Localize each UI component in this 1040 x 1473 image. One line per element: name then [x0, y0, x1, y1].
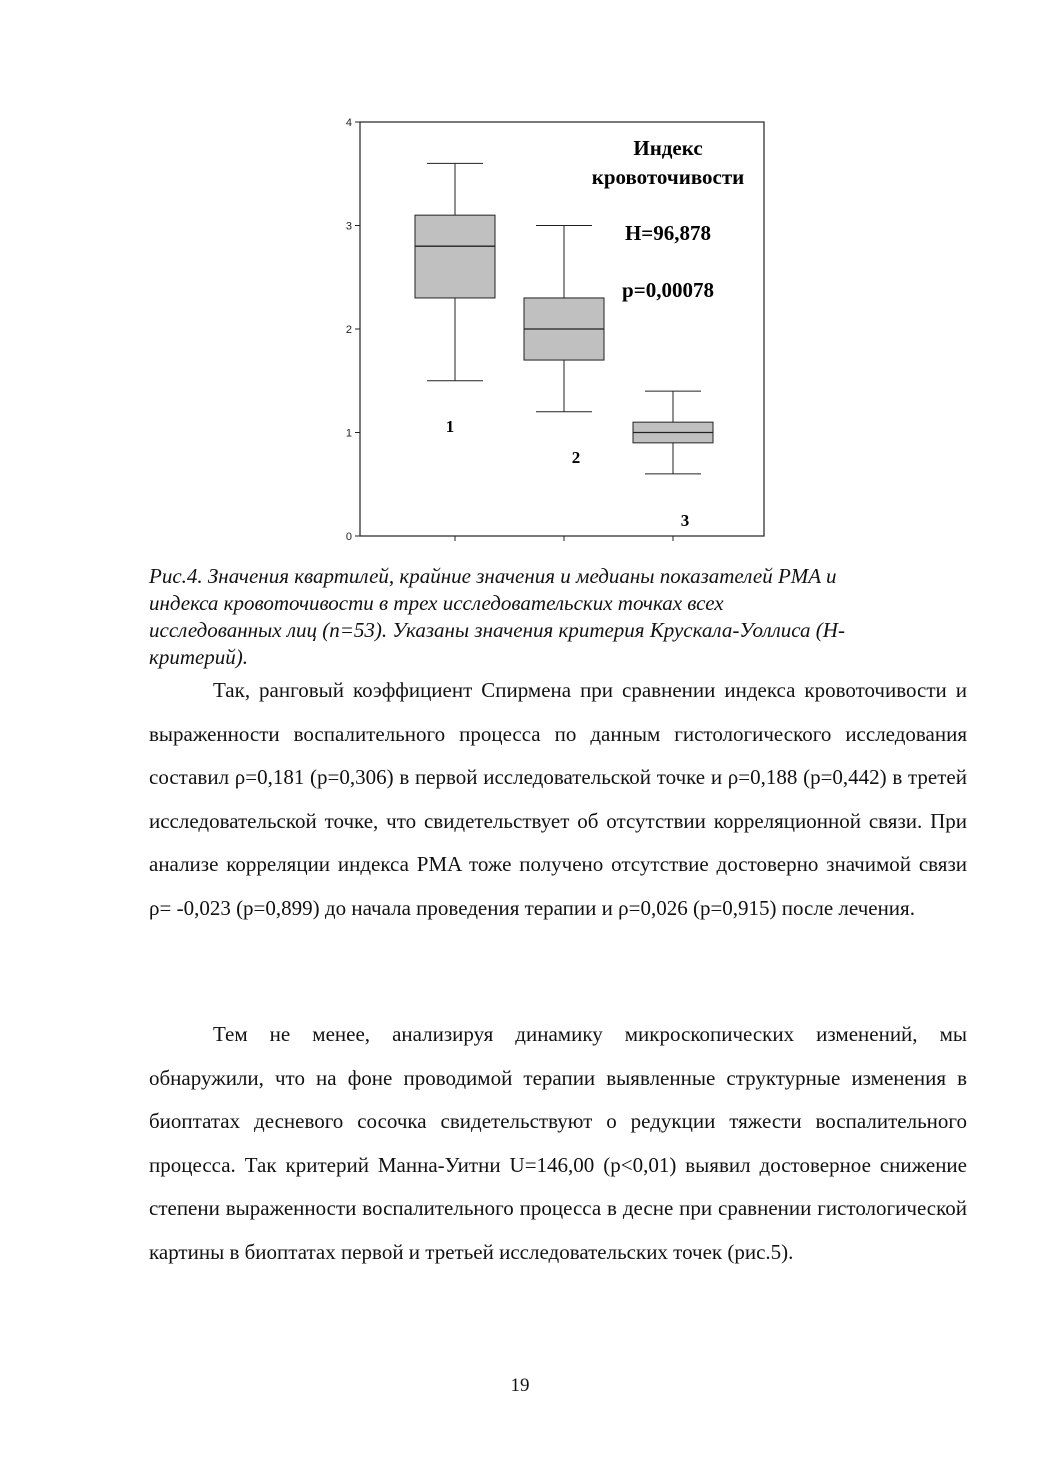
category-label: 3: [680, 511, 690, 530]
annotation-title-line1: Индекс: [633, 136, 703, 160]
page-number: 19: [510, 1375, 530, 1396]
annotation-h-stat: H=96,878: [624, 221, 712, 245]
annotation-title-line2: кровоточивости: [591, 165, 745, 189]
caption-line: исследованных лиц (n=53). Указаны значения критерия Крускала-Уоллиса (H-: [149, 618, 845, 642]
caption-line: критерий).: [149, 645, 249, 669]
box-1: [415, 215, 495, 298]
y-tick-label: 4: [345, 117, 352, 129]
boxes-group: [415, 163, 713, 474]
category-label: 1: [445, 417, 455, 436]
y-tick-label: 1: [345, 427, 352, 440]
y-tick-label: 2: [345, 324, 352, 336]
caption-line: индекса кровоточивости в трех исследовательских точках всех: [149, 591, 724, 615]
annotation-p-value: p=0,00078: [622, 278, 714, 302]
x-axis: [455, 536, 673, 541]
y-tick-label: 0: [345, 531, 352, 543]
caption-line: Рис.4. Значения квартилей, крайние значения и медианы показателей PMA и: [149, 564, 837, 588]
box-plot-chart: [330, 110, 780, 550]
category-label: 2: [571, 448, 581, 467]
figure-caption: [149, 563, 967, 671]
paragraph-spearman: Так, ранговый коэффициент Спирмена при сравнении индекса кровоточивости и выраженности воспалительного процесса по данным гистологического исследования составил ρ=0,181 (p=0,306) в первой исследовательской точке и ρ=0,188 (p=0,442) в третей исследовательской точке, что свидетельствует об отсутствии корреляционной связи. При анализе корреляции индекса PMA тоже получено отсутствие достоверно значимой связи ρ= -0,023 (p=0,899) до начала проведения терапии и ρ=0,026 (p=0,915) после лечения.: [149, 678, 967, 920]
paragraph-mann-whitney: Тем не менее, анализируя динамику микроскопических изменений, мы обнаружили, что на фоне проводимой терапии выявленные структурные изменения в биоптатах десневого сосочка свидетельствуют о редукции тяжести воспалительного процесса. Так критерий Манна-Уитни U=146,00 (p<0,01) выявил достоверное снижение степени выраженности воспалительного процесса в десне при сравнении гистологической картины в биоптатах первой и третьей исследовательских точек (рис.5).: [149, 1022, 967, 1264]
y-axis: [346, 117, 360, 543]
y-tick-label: 3: [345, 220, 352, 233]
